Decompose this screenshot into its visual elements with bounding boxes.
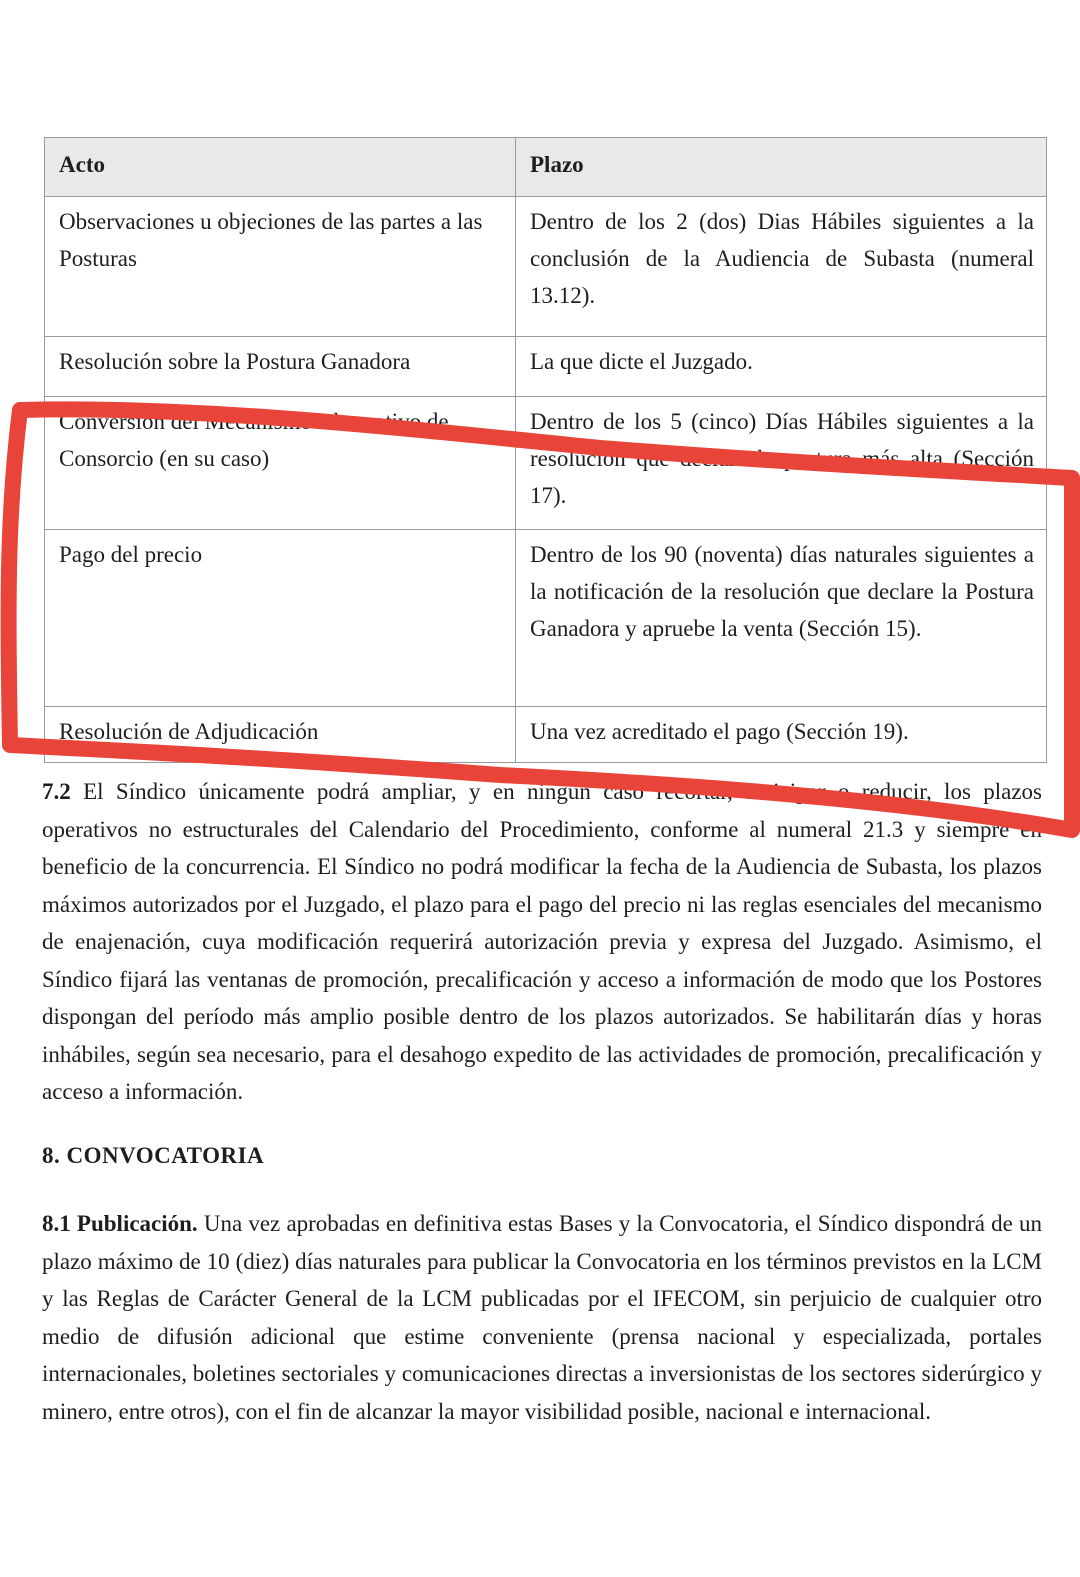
- paragraph-label: 8.1 Publicación.: [42, 1211, 198, 1236]
- cell-acto: Observaciones u objeciones de las partes a las Posturas: [45, 197, 516, 337]
- cell-plazo: Dentro de los 2 (dos) Dias Hábiles siguientes a la conclusión de la Audiencia de Subasta (numeral 13.12).: [516, 197, 1047, 337]
- header-plazo: Plazo: [516, 138, 1047, 197]
- cell-acto: Resolución sobre la Postura Ganadora: [45, 337, 516, 397]
- cell-plazo: Dentro de los 90 (noventa) días naturales siguientes a la notificación de la resolución que declare la Postura Ganadora y apruebe la venta (Sección 15).: [516, 530, 1047, 707]
- table-row: [45, 197, 1047, 337]
- cell-plazo: La que dicte el Juzgado.: [516, 337, 1047, 397]
- cell-acto: Resolución de Adjudicación: [45, 707, 516, 763]
- cell-acto: Conversión del Mecanismo Alternativo de Consorcio (en su caso): [45, 397, 516, 530]
- section-heading: 8. CONVOCATORIA: [42, 1143, 265, 1168]
- cell-acto: Pago del precio: [45, 530, 516, 707]
- paragraph-7-2: [42, 773, 1042, 1111]
- table-row: [45, 707, 1047, 763]
- table-header-row: [45, 138, 1047, 197]
- paragraph-number: 7.2: [42, 779, 71, 804]
- cell-plazo: Dentro de los 5 (cinco) Días Hábiles siguientes a la resolución que declare la postura más alta (Sección 17).: [516, 397, 1047, 530]
- paragraph-text: Una vez aprobadas en definitiva estas Bases y la Convocatoria, el Síndico dispondrá de un plazo máximo de 10 (diez) días naturales para publicar la Convocatoria en los términos previstos en la LCM y las Reglas de Carácter General de la LCM publicadas por el IFECOM, sin perjuicio de cualquier otro medio de difusión adicional que estime conveniente (prensa nacional y especializada, portales internacionales, boletines sectoriales y comunicaciones directas a inversionistas de los sectores siderúrgico y minero, entre otros), con el fin de alcanzar la mayor visibilidad posible, nacional e internacional.: [42, 1211, 1042, 1424]
- header-acto: Acto: [45, 138, 516, 197]
- table-row: [45, 530, 1047, 707]
- table-row: [45, 397, 1047, 530]
- cell-plazo: Una vez acreditado el pago (Sección 19).: [516, 707, 1047, 763]
- table-row: [45, 337, 1047, 397]
- deadlines-table: [44, 137, 1047, 763]
- paragraph-text: El Síndico únicamente podrá ampliar, y en ningún caso recortar, anticipar o reducir, los plazos operativos no estructurales del Calendario del Procedimiento, conforme al numeral 21.3 y siempre en beneficio de la concurrencia. El Síndico no podrá modificar la fecha de la Audiencia de Subasta, los plazos máximos autorizados por el Juzgado, el plazo para el pago del precio ni las reglas esenciales del mecanismo de enajenación, cuya modificación requerirá autorización previa y expresa del Juzgado. Asimismo, el Síndico fijará las ventanas de promoción, precalificación y acceso a información de modo que los Postores dispongan del período más amplio posible dentro de los plazos autorizados. Se habilitarán días y horas inhábiles, según sea necesario, para el desahogo expedito de las actividades de promoción, precalificación y acceso a información.: [42, 779, 1043, 1104]
- paragraph-8-1: [42, 1205, 1042, 1430]
